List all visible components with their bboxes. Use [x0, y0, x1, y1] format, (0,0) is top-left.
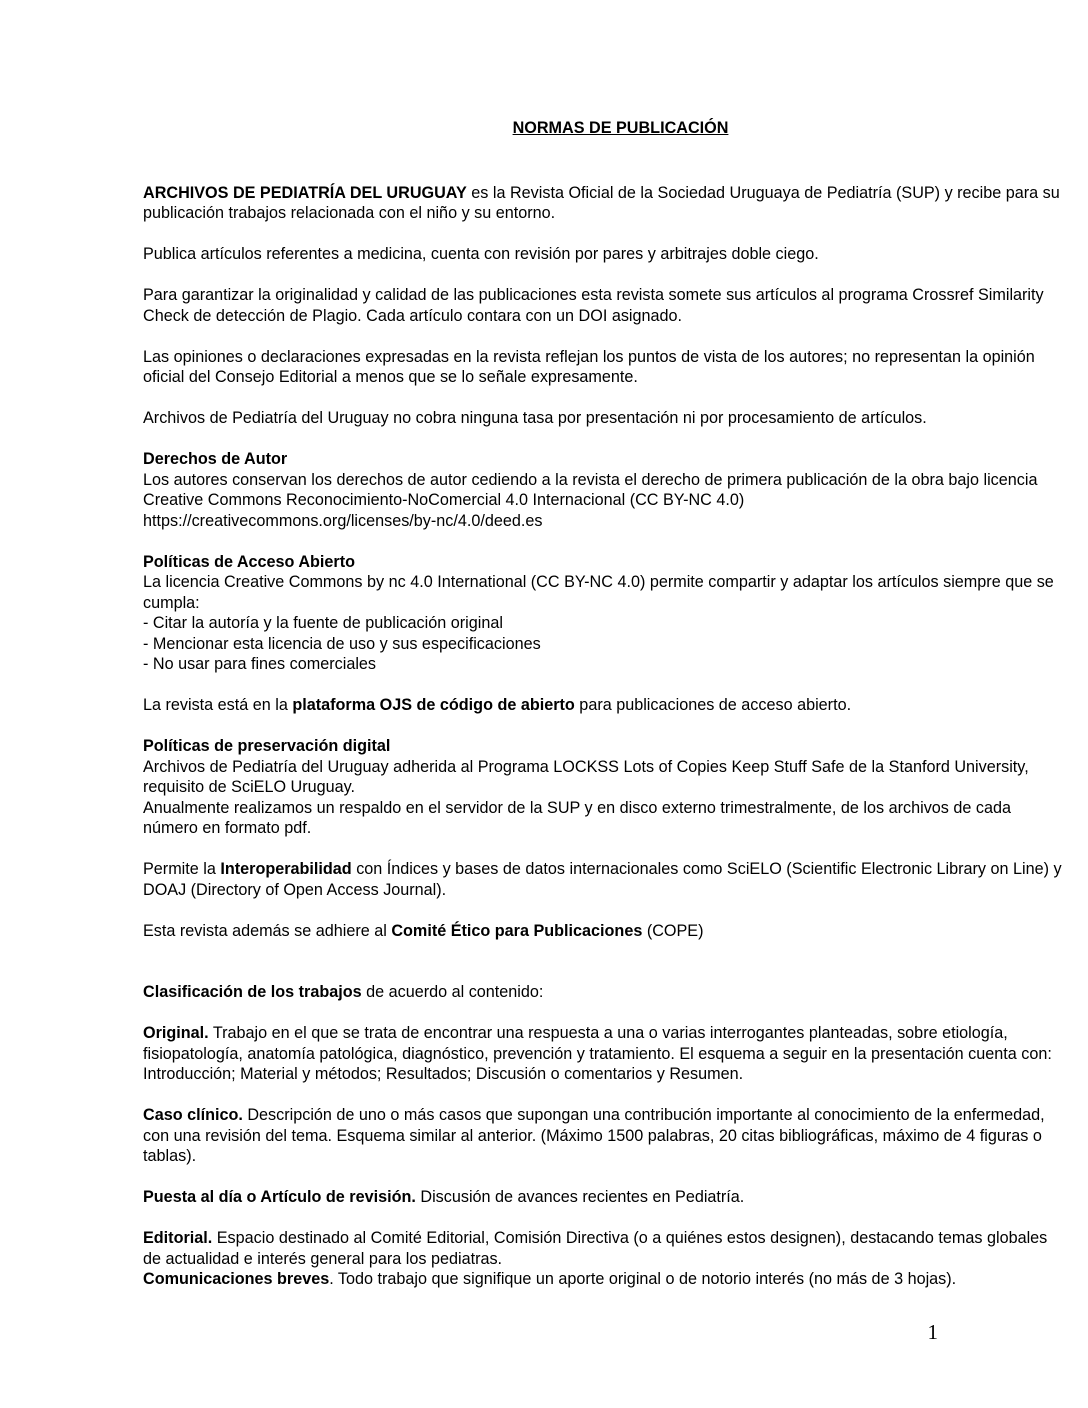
page-number: 1: [927, 1320, 938, 1344]
interop-bold: Interoperabilidad: [220, 860, 352, 878]
platform-bold: plataforma OJS de código de abierto: [292, 696, 575, 714]
open-access-text: La licencia Creative Commons by nc 4.0 International (CC BY-NC 4.0) permite compartir y adaptar los artículos siempre que se cumpla:: [143, 573, 1054, 612]
type-text: Descripción de uno o más casos que supongan una contribución importante al conocimiento de la enfermedad, con una revisión del tema. Esquema similar al anterior. (Máximo 1500 palabras, 20 citas bibliográficas, máximo de 4 figuras o tablas).: [143, 1106, 1045, 1165]
platform-text-before: La revista está en la: [143, 696, 293, 714]
interop-text-before: Permite la: [143, 860, 221, 878]
type-original: [143, 1023, 1068, 1085]
type-text: Espacio destinado al Comité Editorial, Comisión Directiva (o a quiénes estos designen), destacando temas globales de actualidad e interés general para los pediatras.: [143, 1229, 1048, 1268]
cope-text-before: Esta revista además se adhiere al: [143, 921, 392, 940]
preservation-section: [143, 736, 1068, 839]
page-title: NORMAS DE PUBLICACIÓN: [512, 119, 729, 137]
copyright-section: [143, 449, 1068, 531]
open-access-item: - Mencionar esta licencia de uso y sus especificaciones: [143, 634, 541, 653]
fees-paragraph: Archivos de Pediatría del Uruguay no cobra ninguna tasa por presentación ni por procesamiento de artículos.: [143, 409, 927, 427]
type-label: Comunicaciones breves: [143, 1270, 330, 1288]
cope-text-after: (COPE): [642, 921, 704, 940]
spacer: [143, 962, 1068, 983]
document-body: [143, 118, 1068, 1290]
open-access-item: - Citar la autoría y la fuente de publicación original: [143, 614, 503, 632]
journal-name: ARCHIVOS DE PEDIATRÍA DEL URUGUAY: [143, 183, 467, 202]
type-case-report: [143, 1105, 1068, 1167]
type-text: Discusión de avances recientes en Pediatría.: [415, 1188, 745, 1206]
copyright-url: https://creativecommons.org/licenses/by-nc/4.0/deed.es: [143, 511, 543, 530]
preservation-heading: Políticas de preservación digital: [143, 737, 391, 755]
platform-text-after: para publicaciones de acceso abierto.: [574, 696, 852, 714]
preservation-text-2: Anualmente realizamos un respaldo en el servidor de la SUP y en disco externo trimestralmente, de los archivos de cada número en formato pdf.: [143, 798, 1011, 837]
originality-paragraph: Para garantizar la originalidad y calidad de las publicaciones esta revista somete sus artículos al programa Crossref Similarity Check de detección de Plagio. Cada artículo contara con un DOI asignado.: [143, 286, 1044, 325]
copyright-heading: Derechos de Autor: [143, 450, 288, 468]
type-text: Trabajo en el que se trata de encontrar una respuesta a una o varias interrogantes planteadas, sobre etiología, fisiopatología, anatomía patológica, diagnóstico, prevención y tratamiento. El esquema a seguir en la presentación cuenta con: Introducción; Material y métodos; Resultados; Discusión o comentarios y Resumen.: [143, 1024, 1052, 1083]
preservation-text-1: Archivos de Pediatría del Uruguay adherida al Programa LOCKSS Lots of Copies Keep Stuff Safe de la Stanford University, requisito de SciELO Uruguay.: [143, 757, 1029, 796]
classification-paragraph: [143, 982, 1068, 1003]
cope-bold: Comité Ético para Publicaciones: [391, 921, 643, 940]
intro-text: es la Revista Oficial de la Sociedad Uruguaya de Pediatría (SUP) y recibe para su publicación trabajos relacionada con el niño y su entorno.: [143, 183, 1060, 222]
platform-paragraph: [143, 695, 1068, 716]
type-label: Puesta al día o Artículo de revisión.: [143, 1188, 416, 1206]
type-label: Caso clínico.: [143, 1106, 243, 1124]
type-label: Editorial.: [143, 1229, 213, 1247]
opinions-paragraph: Las opiniones o declaraciones expresadas en la revista reflejan los puntos de vista de los autores; no representan la opinión oficial del Consejo Editorial a menos que se lo señale expresamente.: [143, 347, 1035, 386]
interoperability-paragraph: [143, 859, 1068, 900]
cope-paragraph: [143, 921, 1068, 942]
open-access-item: - No usar para fines comerciales: [143, 655, 377, 673]
classification-text: de acuerdo al contenido:: [361, 983, 544, 1001]
type-label: Original.: [143, 1024, 209, 1042]
open-access-section: [143, 552, 1068, 675]
type-text: . Todo trabajo que signifique un aporte original o de notorio interés (no más de 3 hojas).: [329, 1270, 957, 1288]
type-review: [143, 1187, 1068, 1208]
type-editorial: [143, 1228, 1068, 1290]
intro-paragraph: [143, 183, 1068, 224]
peer-review-paragraph: Publica artículos referentes a medicina, cuenta con revisión por pares y arbitrajes doble ciego.: [143, 245, 819, 263]
copyright-text: Los autores conservan los derechos de autor cediendo a la revista el derecho de primera publicación de la obra bajo licencia Creative Commons Reconocimiento-NoComercial 4.0 Internacional (CC BY-NC 4.0): [143, 470, 1038, 509]
interop-text-after: con Índices y bases de datos internacionales como SciELO (Scientific Electronic Library on Line) y DOAJ (Directory of Open Access Journal).: [143, 860, 1062, 899]
open-access-heading: Políticas de Acceso Abierto: [143, 552, 356, 571]
classification-bold: Clasificación de los trabajos: [143, 983, 362, 1001]
